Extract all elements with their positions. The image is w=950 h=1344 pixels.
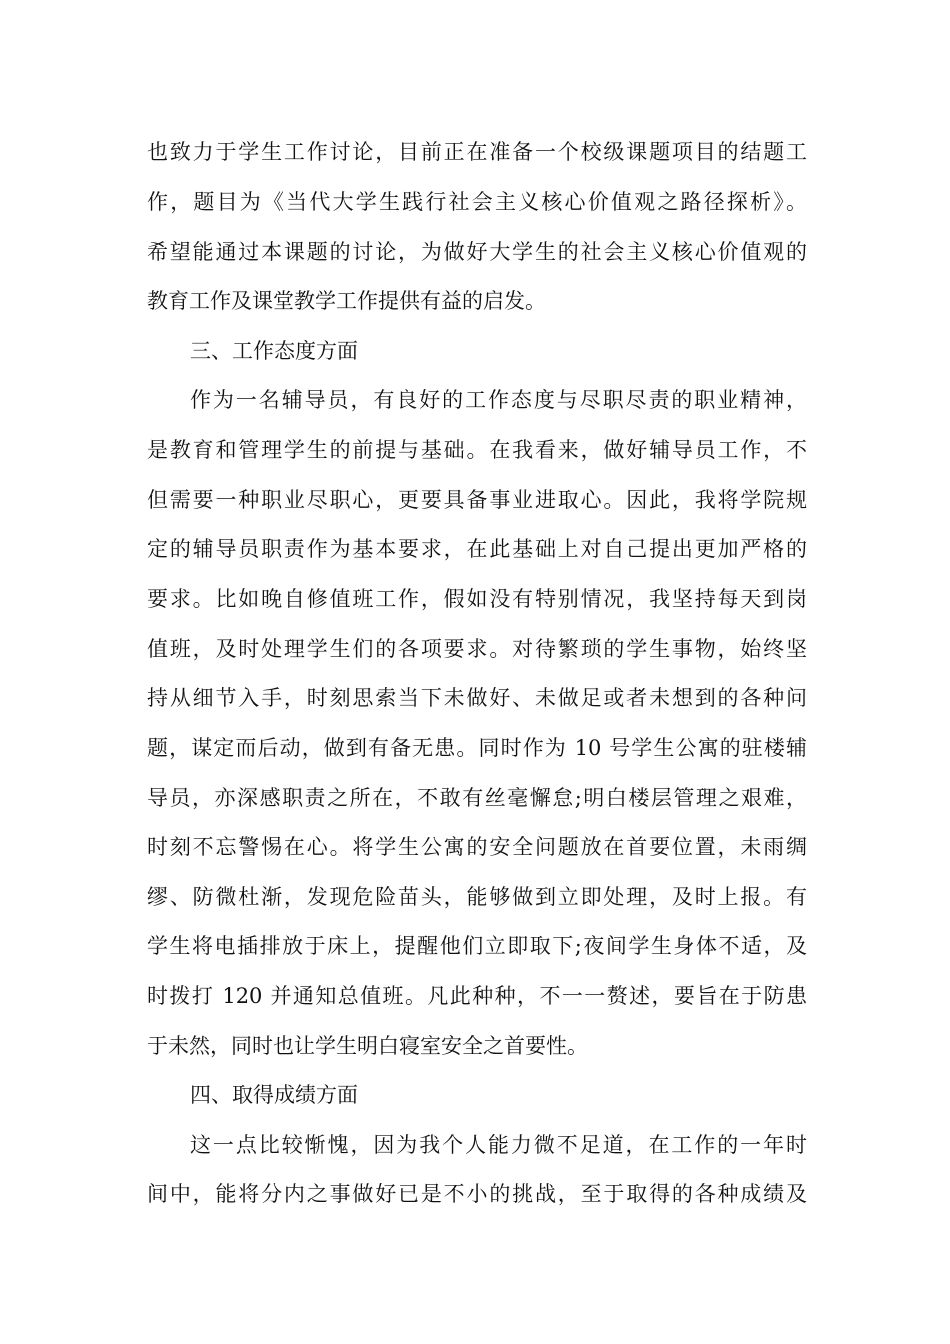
section-heading: 四、取得成绩方面 (190, 1083, 358, 1107)
body-line: 是教育和管理学生的前提与基础。在我看来，做好辅导员工作，不 (147, 438, 807, 462)
body-line: 间中，能将分内之事做好已是不小的挑战，至于取得的各种成绩及 (147, 1182, 807, 1206)
body-line: 教育工作及课堂教学工作提供有益的启发。 (147, 289, 546, 313)
body-line: 作为一名辅导员，有良好的工作态度与尽职尽责的职业精神， (190, 388, 807, 412)
body-line: 于未然，同时也让学生明白寝室安全之首要性。 (147, 1034, 588, 1058)
body-line: 但需要一种职业尽职心，更要具备事业进取心。因此，我将学院规 (147, 488, 807, 512)
body-line: 这一点比较惭愧，因为我个人能力微不足道，在工作的一年时 (190, 1133, 807, 1157)
body-line: 导员，亦深感职责之所在，不敢有丝毫懈怠;明白楼层管理之艰难， (147, 786, 807, 810)
body-line: 也致力于学生工作讨论，目前正在准备一个校级课题项目的结题工 (147, 140, 807, 164)
body-line: 学生将电插排放于床上，提醒他们立即取下;夜间学生身体不适，及 (147, 934, 807, 958)
body-line: 作，题目为《当代大学生践行社会主义核心价值观之路径探析》。 (147, 190, 807, 214)
body-line: 要求。比如晚自修值班工作，假如没有特别情况，我坚持每天到岗 (147, 587, 807, 611)
body-line: 题，谋定而后动，做到有备无患。同时作为 10 号学生公寓的驻楼辅 (147, 736, 807, 760)
body-line: 持从细节入手，时刻思索当下未做好、未做足或者未想到的各种问 (147, 686, 807, 710)
body-line: 缪、防微杜渐，发现危险苗头，能够做到立即处理，及时上报。有 (147, 885, 807, 909)
body-line: 定的辅导员职责作为基本要求，在此基础上对自己提出更加严格的 (147, 537, 807, 561)
body-line: 希望能通过本课题的讨论，为做好大学生的社会主义核心价值观的 (147, 240, 807, 264)
body-line: 时刻不忘警惕在心。将学生公寓的安全问题放在首要位置，未雨绸 (147, 835, 807, 859)
body-line: 值班，及时处理学生们的各项要求。对待繁琐的学生事物，始终坚 (147, 637, 807, 661)
body-line: 时拨打 120 并通知总值班。凡此种种，不一一赘述，要旨在于防患 (147, 984, 807, 1008)
section-heading: 三、工作态度方面 (190, 339, 358, 363)
